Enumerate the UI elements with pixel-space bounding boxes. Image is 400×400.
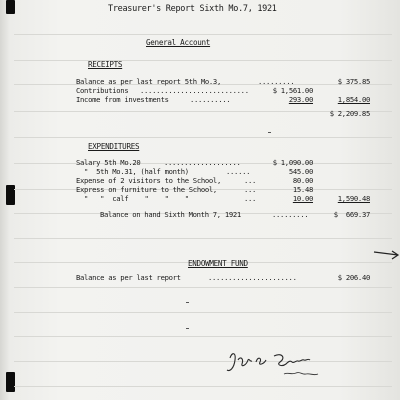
expenditure-label: Expense of 2 visitors to the School, xyxy=(76,176,221,185)
arrow-mark xyxy=(372,248,400,262)
pencil-mark xyxy=(186,328,189,329)
leader-dots: ......... xyxy=(272,210,309,219)
investment-income-amount: 293.00 xyxy=(288,95,313,104)
ledger-line xyxy=(14,386,392,387)
leader-dots: ........................... xyxy=(140,86,249,95)
leader-dots: ...................... xyxy=(208,273,297,282)
receipts-subtotal-amount: 1,854.00 xyxy=(337,95,370,104)
receipts-total-amount: $ 2,209.85 xyxy=(329,109,370,118)
leader-dots: ... xyxy=(244,185,257,194)
expenditure-amount: 15.48 xyxy=(292,185,313,194)
receipt-label: Income from investments xyxy=(76,95,169,104)
leader-dots: ......... xyxy=(258,77,295,86)
ledger-line xyxy=(14,361,392,362)
expenditure-label: " " calf " " " xyxy=(76,194,189,203)
treasurer-signature xyxy=(222,348,332,384)
balance-on-hand-label: Balance on hand Sixth Month 7, 1921 xyxy=(100,210,241,219)
ledger-line xyxy=(14,287,392,288)
report-title: Treasurer's Report Sixth Mo.7, 1921 xyxy=(108,4,277,14)
expenditure-label: Express on furniture to the School, xyxy=(76,185,217,194)
balance-on-hand-amount: $ 669.37 xyxy=(333,210,370,219)
expenditure-label: Salary 5th Mo.20 xyxy=(76,158,149,167)
leader-dots: ...... xyxy=(226,167,251,176)
receipts-heading: RECEIPTS xyxy=(88,60,123,69)
leader-dots: ... xyxy=(244,194,257,203)
pencil-mark xyxy=(268,132,271,133)
endowment-fund-heading: ENDOWMENT FUND xyxy=(188,259,248,268)
leader-dots: .......... xyxy=(190,95,231,104)
receipt-label: Balance as per last report 5th Mo.3, xyxy=(76,77,221,86)
pencil-mark xyxy=(186,302,189,303)
expenditure-amount: 10.00 xyxy=(292,194,313,203)
binder-hole xyxy=(6,185,15,205)
receipt-label: Contributions xyxy=(76,86,129,95)
expenditures-total-amount: 1,590.48 xyxy=(337,194,370,203)
ledger-line xyxy=(14,34,392,35)
ledger-line xyxy=(14,312,392,313)
expenditure-amount: $ 1,090.00 xyxy=(272,158,313,167)
binder-hole xyxy=(6,0,15,14)
receipt-balance-amount: $ 375.85 xyxy=(337,77,370,86)
leader-dots: ... xyxy=(244,176,257,185)
expenditure-amount: 80.00 xyxy=(292,176,313,185)
ledger-line xyxy=(14,238,392,239)
ledger-line xyxy=(14,137,392,138)
endowment-amount: $ 206.40 xyxy=(337,273,370,282)
contributions-amount: $ 1,561.00 xyxy=(272,86,313,95)
binder-hole xyxy=(6,372,15,392)
ledger-line xyxy=(14,60,392,61)
endowment-label: Balance as per last report xyxy=(76,273,181,282)
ledger-line xyxy=(14,336,392,337)
leader-dots: ................... xyxy=(164,158,241,167)
expenditure-label: " 5th Mo.31, (half month) xyxy=(76,167,189,176)
expenditure-amount: 545.00 xyxy=(288,167,313,176)
expenditures-heading: EXPENDITURES xyxy=(88,142,140,151)
general-account-heading: General Account xyxy=(146,38,211,47)
